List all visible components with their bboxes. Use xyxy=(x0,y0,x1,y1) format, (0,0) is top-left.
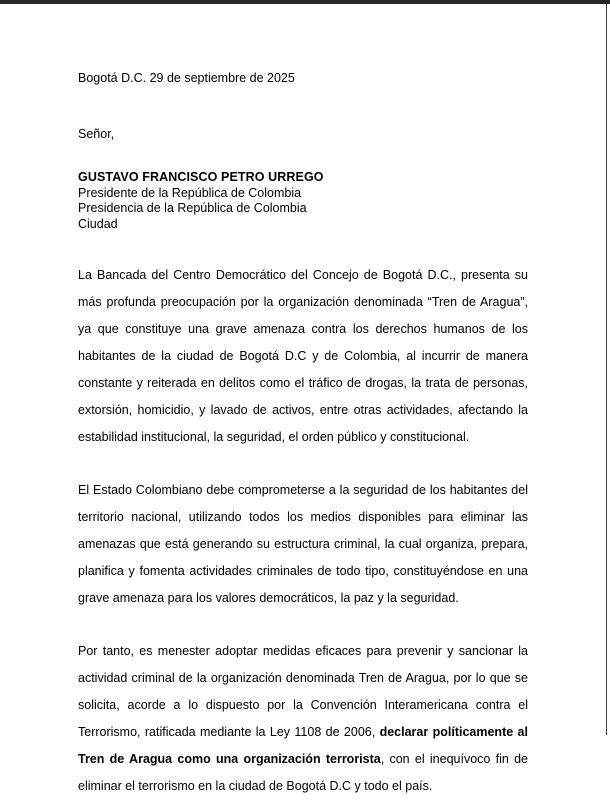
page-edge-right xyxy=(606,4,607,735)
addressee-block xyxy=(78,170,324,232)
paragraph-3-lead: Por tanto, es menester adoptar medidas eficaces para prevenir y sancionar la actividad criminal de la organización denominada Tren de Aragua, por lo que se solicita, acorde a lo dispuesto por la Convención Interamericana contra el Terrorismo, ratificada mediante la Ley 1108 de 2006, xyxy=(78,644,528,739)
addressee-city: Ciudad xyxy=(78,216,118,231)
paragraph-3-emphasis: declarar políticamente al Tren de Aragua como una organización terrorista xyxy=(78,725,528,766)
paragraph-3-tail: , con el inequívoco fin de eliminar el terrorismo en la ciudad de Bogotá D.C y todo el país. xyxy=(78,752,528,793)
date-line: Bogotá D.C. 29 de septiembre de 2025 xyxy=(78,71,295,85)
body-paragraph-1: La Bancada del Centro Democrático del Concejo de Bogotá D.C., presenta su más profunda preocupación por la organización denominada “Tren de Aragua”, ya que constituye una grave amenaza contra los derechos humanos de los habitantes de la ciudad de Bogotá D.C y de Colombia, al incurrir de manera constante y reiterada en delitos como el tráfico de drogas, la trata de personas, extorsión, homicidio, y lavado de activos, entre otras actividades, afectando la estabilidad institucional, la seguridad, el orden público y constitucional. xyxy=(78,268,528,444)
addressee-office: Presidencia de la República de Colombia xyxy=(78,201,307,215)
addressee-name: GUSTAVO FRANCISCO PETRO URREGO xyxy=(78,170,324,184)
addressee-title: Presidente de la República de Colombia xyxy=(78,185,302,200)
document-page xyxy=(0,4,610,793)
salutation: Señor, xyxy=(78,127,115,141)
body-paragraph-3 xyxy=(78,638,528,800)
body-paragraph-2: El Estado Colombiano debe comprometerse a la seguridad de los habitantes del territorio nacional, utilizando todos los medios disponibles para eliminar las amenazas que está generando su estructura criminal, la cual organiza, prepara, planifica y fomenta actividades criminales de todo tipo, constituyéndose en una grave amenaza para los valores democráticos, la paz y la seguridad. xyxy=(78,483,528,605)
letter-body xyxy=(78,262,528,800)
